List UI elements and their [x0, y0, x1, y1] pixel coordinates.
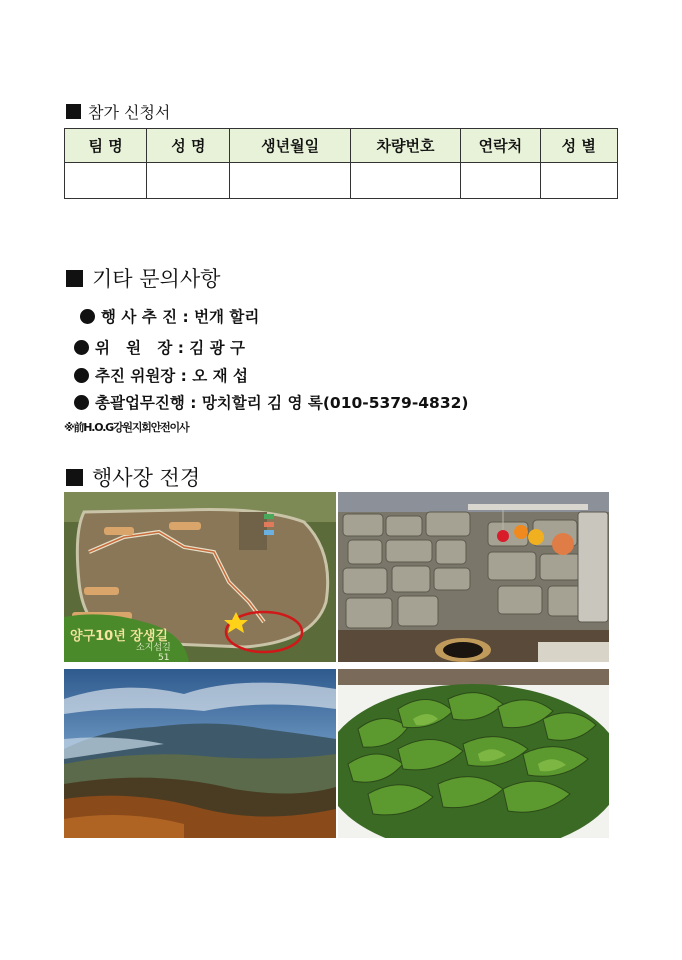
list-item-label: 추진 위원장 : 오 재 섭	[95, 367, 248, 385]
green-herbs-icon	[338, 669, 609, 838]
table-cell[interactable]	[461, 163, 540, 199]
list-item	[74, 336, 245, 358]
bullet-dot-icon	[80, 309, 95, 324]
column-header: 차량번호	[350, 129, 461, 163]
trail-map-sign-icon	[64, 492, 336, 662]
column-header: 성 별	[540, 129, 617, 163]
list-item-label: 위 원 장 : 김 광 구	[95, 339, 245, 357]
mountain-valley-photo	[64, 669, 336, 838]
square-bullet-icon	[66, 104, 81, 119]
table-cell[interactable]	[540, 163, 617, 199]
inquiries-title-text: 기타 문의사항	[92, 267, 221, 291]
sign-number: 51	[158, 653, 170, 662]
application-form-title	[66, 100, 170, 123]
table-cell[interactable]	[230, 163, 350, 199]
table-row	[65, 163, 618, 199]
venue-title-text: 행사장 전경	[92, 466, 201, 490]
table-header-row	[65, 129, 618, 163]
square-bullet-icon	[66, 469, 83, 486]
sign-subtitle: 소지섭길	[136, 643, 171, 653]
column-header: 연락처	[461, 129, 540, 163]
column-header: 생년월일	[230, 129, 350, 163]
inquiries-title	[66, 263, 220, 293]
trail-map-sign-photo	[64, 492, 336, 662]
list-item	[80, 305, 259, 327]
venue-title	[66, 462, 200, 492]
table-cell[interactable]	[65, 163, 147, 199]
list-item-label: 행 사 추 진 : 번개 할리	[101, 308, 260, 326]
mountain-valley-icon	[64, 669, 336, 838]
bullet-dot-icon	[74, 395, 89, 410]
table-cell[interactable]	[350, 163, 461, 199]
stone-spring-photo	[338, 492, 609, 662]
stone-spring-icon	[338, 492, 609, 662]
bullet-dot-icon	[74, 368, 89, 383]
list-item	[74, 364, 248, 386]
table-cell[interactable]	[147, 163, 230, 199]
column-header: 성 명	[147, 129, 230, 163]
application-form-table	[64, 128, 618, 199]
column-header: 팀 명	[65, 129, 147, 163]
square-bullet-icon	[66, 270, 83, 287]
list-item	[74, 391, 469, 413]
application-form-title-text: 참가 신청서	[88, 103, 171, 122]
bullet-dot-icon	[74, 340, 89, 355]
green-herbs-photo	[338, 669, 609, 838]
footnote: ※前H.O.G강원지회안전이사	[64, 421, 189, 434]
sign-title: 양구10년 장생길	[70, 629, 168, 644]
list-item-label: 총괄업무진행 : 망치할리 김 영 록(010-5379-4832)	[95, 394, 469, 412]
